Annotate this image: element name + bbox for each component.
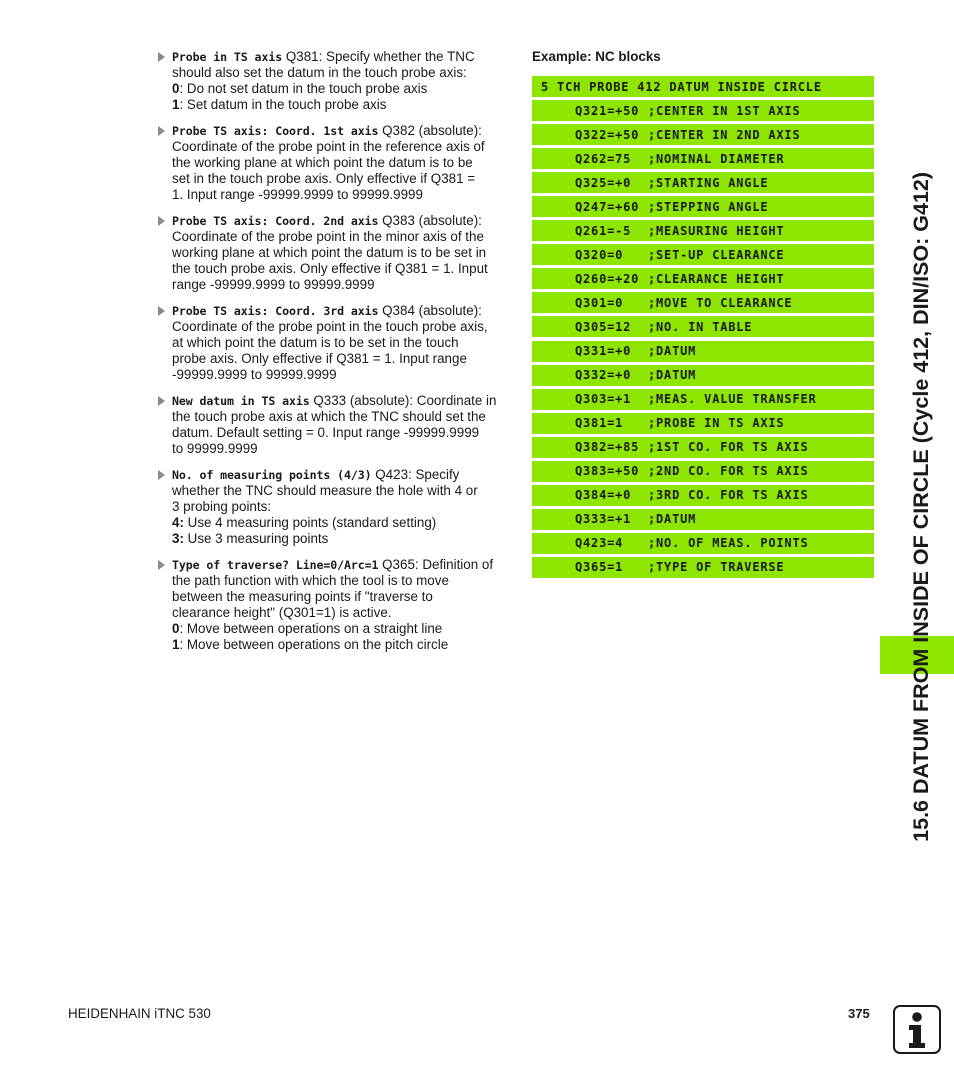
page-number: 375 [848, 1006, 870, 1021]
nc-parameter: Q321=+50 [575, 103, 640, 118]
parameter-description: between the measuring points if "traverse to [172, 588, 433, 604]
nc-row [532, 485, 874, 506]
parameter-item [158, 393, 510, 457]
nc-parameter: Q305=12 [575, 319, 632, 334]
nc-parameter: Q383=+50 [575, 464, 640, 479]
nc-block-listing [532, 76, 874, 581]
nc-header-text: 5 TCH PROBE 412 DATUM INSIDE CIRCLE [541, 79, 822, 94]
parameter-first-line [172, 213, 510, 229]
parameter-description: the touch probe axis. Only effective if Q381 = 1. Input [172, 261, 488, 277]
option-text: Use 4 measuring points (standard setting) [183, 514, 437, 530]
parameter-description: -99999.9999 to 99999.9999 [172, 367, 337, 383]
parameter-description: Coordinate of the probe point in the reference axis of [172, 138, 485, 154]
nc-comment: ;TYPE OF TRAVERSE [648, 560, 785, 575]
parameter-item [158, 49, 510, 113]
example-title: Example: NC blocks [532, 49, 661, 64]
footer-manual-name: HEIDENHAIN iTNC 530 [68, 1006, 211, 1021]
parameter-keyword: No. of measuring points (4/3) [172, 467, 372, 482]
option-text: : Move between operations on the pitch circle [179, 637, 449, 653]
nc-comment: ;CLEARANCE HEIGHT [648, 271, 785, 286]
parameter-option [172, 515, 510, 531]
nc-parameter: Q384=+0 [575, 488, 632, 503]
triangle-bullet-icon [158, 126, 165, 136]
nc-parameter: Q423=4 [575, 536, 624, 551]
nc-parameter: Q303=+1 [575, 392, 632, 407]
triangle-bullet-icon [158, 52, 165, 62]
nc-parameter: Q382=+85 [575, 440, 640, 455]
option-text: Use 3 measuring points [183, 531, 329, 547]
nc-comment: ;DATUM [648, 368, 697, 383]
parameter-keyword: Probe TS axis: Coord. 2nd axis [172, 213, 379, 228]
nc-parameter: Q322=+50 [575, 127, 640, 142]
nc-row [532, 341, 874, 362]
triangle-bullet-icon [158, 216, 165, 226]
nc-comment: ;CENTER IN 2ND AXIS [648, 127, 801, 142]
nc-parameter: Q301=0 [575, 295, 624, 310]
parameter-description: the working plane at which point the datum is to be [172, 155, 473, 171]
parameter-description: to 99999.9999 [172, 441, 258, 457]
option-text: : Move between operations on a straight line [179, 621, 443, 636]
nc-header-row [532, 76, 874, 97]
nc-row [532, 268, 874, 289]
parameter-description: clearance height" (Q301=1) is active. [172, 604, 392, 620]
nc-comment: ;2ND CO. FOR TS AXIS [648, 464, 809, 479]
option-key: 4: [172, 514, 184, 530]
nc-comment: ;PROBE IN TS AXIS [648, 416, 785, 431]
option-key: 3: [172, 531, 184, 547]
nc-comment: ;MEAS. VALUE TRANSFER [648, 392, 817, 407]
parameter-keyword: Probe TS axis: Coord. 1st axis [172, 123, 379, 138]
parameter-option [172, 531, 510, 547]
parameter-description: Q381: Specify whether the TNC [285, 49, 475, 64]
triangle-bullet-icon [158, 470, 165, 480]
nc-parameter: Q365=1 [575, 560, 624, 575]
info-icon [893, 1005, 941, 1054]
nc-row [532, 437, 874, 458]
parameter-description: the touch probe axis at which the TNC should set the [172, 408, 486, 424]
triangle-bullet-icon [158, 306, 165, 316]
parameter-option [172, 637, 510, 653]
nc-row [532, 413, 874, 434]
parameter-keyword: New datum in TS axis [172, 393, 310, 408]
parameter-keyword: Probe TS axis: Coord. 3rd axis [172, 303, 379, 318]
nc-row [532, 244, 874, 265]
nc-parameter: Q247=+60 [575, 199, 640, 214]
parameter-option [172, 621, 510, 637]
nc-row [532, 533, 874, 554]
nc-comment: ;3RD CO. FOR TS AXIS [648, 488, 809, 503]
parameter-description: range -99999.9999 to 99999.9999 [172, 277, 375, 293]
nc-comment: ;MOVE TO CLEARANCE [648, 295, 793, 310]
nc-row [532, 124, 874, 145]
nc-comment: ;CENTER IN 1ST AXIS [648, 103, 801, 118]
triangle-bullet-icon [158, 396, 165, 406]
nc-parameter: Q320=0 [575, 247, 624, 262]
parameter-first-line [172, 393, 510, 409]
parameter-description: Coordinate of the probe point in the minor axis of the [172, 228, 484, 244]
nc-comment: ;DATUM [648, 344, 697, 359]
nc-row [532, 509, 874, 530]
option-key: 0 [172, 621, 180, 636]
parameter-option [172, 81, 510, 97]
side-title [901, 52, 941, 842]
parameter-item [158, 123, 510, 203]
parameter-item [158, 467, 510, 547]
nc-comment: ;NO. OF MEAS. POINTS [648, 536, 809, 551]
parameter-description: Q383 (absolute): [382, 212, 482, 228]
nc-parameter: Q331=+0 [575, 344, 632, 359]
option-text: : Do not set datum in the touch probe axis [179, 81, 428, 97]
nc-parameter: Q332=+0 [575, 368, 632, 383]
parameter-keyword: Probe in TS axis [172, 50, 283, 64]
option-text: : Set datum in the touch probe axis [179, 97, 387, 113]
parameter-description: 1. Input range -99999.9999 to 99999.9999 [172, 187, 423, 203]
parameter-description: Q333 (absolute): Coordinate in [313, 392, 497, 408]
parameter-item [158, 213, 510, 293]
parameter-description: at which point the datum is to be set in the touch [172, 335, 459, 350]
parameter-first-line [172, 467, 510, 483]
parameter-first-line [172, 557, 510, 573]
parameter-list [158, 49, 510, 663]
parameter-description: probe axis. Only effective if Q381 = 1. Input range [172, 351, 467, 367]
nc-comment: ;DATUM [648, 512, 697, 527]
nc-row [532, 557, 874, 578]
parameter-description: set in the touch probe axis. Only effective if Q381 = [172, 171, 476, 187]
option-key: 1 [172, 637, 180, 653]
parameter-first-line [172, 123, 510, 139]
parameter-description: should also set the datum in the touch probe axis: [172, 65, 467, 81]
parameter-first-line [172, 49, 510, 65]
parameter-description: 3 probing points: [172, 498, 272, 514]
nc-comment: ;NO. IN TABLE [648, 319, 753, 334]
parameter-description: Q423: Specify [375, 466, 460, 482]
nc-row [532, 220, 874, 241]
nc-row [532, 196, 874, 217]
triangle-bullet-icon [158, 560, 165, 570]
nc-row [532, 316, 874, 337]
parameter-item [158, 303, 510, 383]
nc-parameter: Q261=-5 [575, 223, 632, 238]
parameter-description: working plane at which point the datum is to be set in [172, 245, 487, 261]
nc-parameter: Q260=+20 [575, 271, 640, 286]
nc-row [532, 148, 874, 169]
nc-row [532, 461, 874, 482]
nc-comment: ;SET-UP CLEARANCE [648, 247, 785, 262]
parameter-description: Coordinate of the probe point in the touch probe axis, [172, 318, 488, 334]
nc-row [532, 100, 874, 121]
option-key: 0 [172, 81, 180, 97]
nc-comment: ;STARTING ANGLE [648, 175, 769, 190]
parameter-description: the path function with which the tool is to move [172, 572, 449, 588]
nc-row [532, 389, 874, 410]
nc-row [532, 365, 874, 386]
nc-row [532, 172, 874, 193]
parameter-description: datum. Default setting = 0. Input range -99999.9999 [172, 424, 480, 440]
parameter-keyword: Type of traverse? Line=0/Arc=1 [172, 557, 379, 572]
parameter-description: Q384 (absolute): [382, 302, 482, 318]
parameter-option [172, 97, 510, 113]
nc-parameter: Q325=+0 [575, 175, 632, 190]
nc-parameter: Q262=75 [575, 151, 632, 166]
nc-row [532, 292, 874, 313]
parameter-description: whether the TNC should measure the hole with 4 or [172, 482, 478, 498]
nc-comment: ;STEPPING ANGLE [648, 199, 769, 214]
nc-comment: ;NOMINAL DIAMETER [648, 151, 785, 166]
parameter-description: Q382 (absolute): [382, 122, 482, 138]
nc-parameter: Q381=1 [575, 416, 624, 431]
option-key: 1 [172, 97, 180, 113]
parameter-item [158, 557, 510, 654]
parameter-description: Q365: Definition of [382, 556, 494, 572]
parameter-first-line [172, 303, 510, 319]
nc-comment: ;1ST CO. FOR TS AXIS [648, 440, 809, 455]
side-title-text: 15.6 DATUM FROM INSIDE OF CIRCLE (Cycle 412, DIN/ISO: G412) [908, 172, 933, 842]
nc-comment: ;MEASURING HEIGHT [648, 223, 785, 238]
nc-parameter: Q333=+1 [575, 512, 632, 527]
